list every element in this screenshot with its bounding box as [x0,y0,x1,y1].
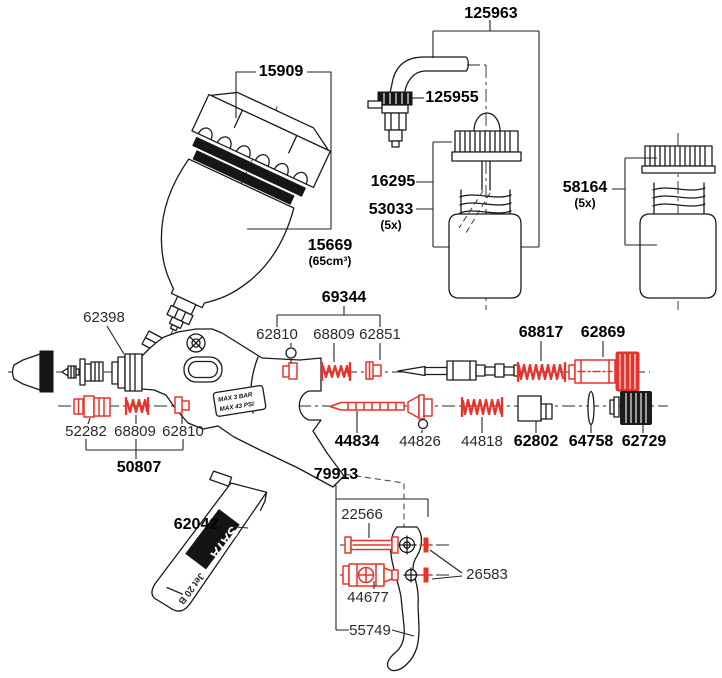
part-label-26583: 26583 [466,566,508,583]
part-label-62810-bottom: 62810 [162,423,204,440]
model-text: Jet 20 B [175,570,207,607]
part-label-44677: 44677 [347,589,389,606]
adjust-screw-62869 [569,352,639,391]
brand-logo-text: SATA [206,522,242,563]
nozzle-insert [80,359,103,385]
elbow-knurled-ring [378,92,412,105]
paint-needle [398,361,519,380]
knurled-cap-62729 [610,391,652,425]
gun-handle [131,459,271,617]
part-label-52282: 52282 [65,423,107,440]
nozzle-boss [125,354,142,391]
part-label-62802: 62802 [513,433,559,450]
part-label-68809-top: 68809 [313,326,355,343]
spring-68809-top [322,363,350,380]
part-label-64758: 64758 [568,433,614,450]
cone-seal-44826 [408,395,432,429]
part-label-62398: 62398 [83,309,125,326]
siphon-bottle-assembly [449,113,521,298]
cup-body [132,158,297,326]
bottle-threads [460,195,511,213]
cap-dome [474,113,500,131]
part-label-22566: 22566 [341,506,383,523]
bushing-62851 [366,362,381,379]
part-label-58164: 58164 (5x) [562,179,608,210]
part-label-15669: 15669 (65cm³) [307,237,353,268]
cap-nut-62802 [518,396,552,421]
trigger-pin-22566 [345,537,398,553]
body-slot [184,357,222,382]
part-label-53033: 53033 (5x) [368,201,414,232]
part-label-79913: 79913 [313,466,359,483]
bottle-threads [653,188,705,206]
fluid-tip [62,366,79,378]
part-label-68817: 68817 [518,324,564,341]
part-label-44818: 44818 [461,433,503,450]
part-label-69344: 69344 [321,289,367,306]
part-label-44834: 44834 [334,433,380,450]
part-label-50807: 50807 [116,459,162,476]
part-label-62729: 62729 [621,433,667,450]
part-label-44826: 44826 [399,433,441,450]
spring-68817 [518,363,565,381]
rating-text-bar: MAX 3 BAR [217,391,253,404]
part-label-62042: 62042 [173,516,219,533]
part-label-55749: 55749 [349,622,391,639]
part-label-125955: 125955 [425,89,479,106]
spring-44818 [462,398,502,416]
part-label-125963: 125963 [464,5,518,22]
part-label-62869: 62869 [580,324,626,341]
trigger-screw-44677 [343,564,398,586]
part-label-16295: 16295 [370,173,416,190]
part-label-62810-top: 62810 [256,326,298,343]
part-label-62851: 62851 [359,326,401,343]
needle-rod-44834 [330,403,404,411]
part-label-15909: 15909 [258,63,304,80]
bottle-body [640,214,716,298]
clip-pins-26583 [420,538,432,582]
seal-disc-64758 [588,392,594,425]
part-label-68809-bottom: 68809 [114,423,156,440]
spare-bottle-assembly [640,146,716,298]
air-cap [13,351,54,392]
air-cap-ring [40,351,53,392]
spring-68809-bottom [126,398,148,414]
gland-52282 [74,396,110,417]
rating-text-psi: MAX 43 PSI [219,400,255,414]
